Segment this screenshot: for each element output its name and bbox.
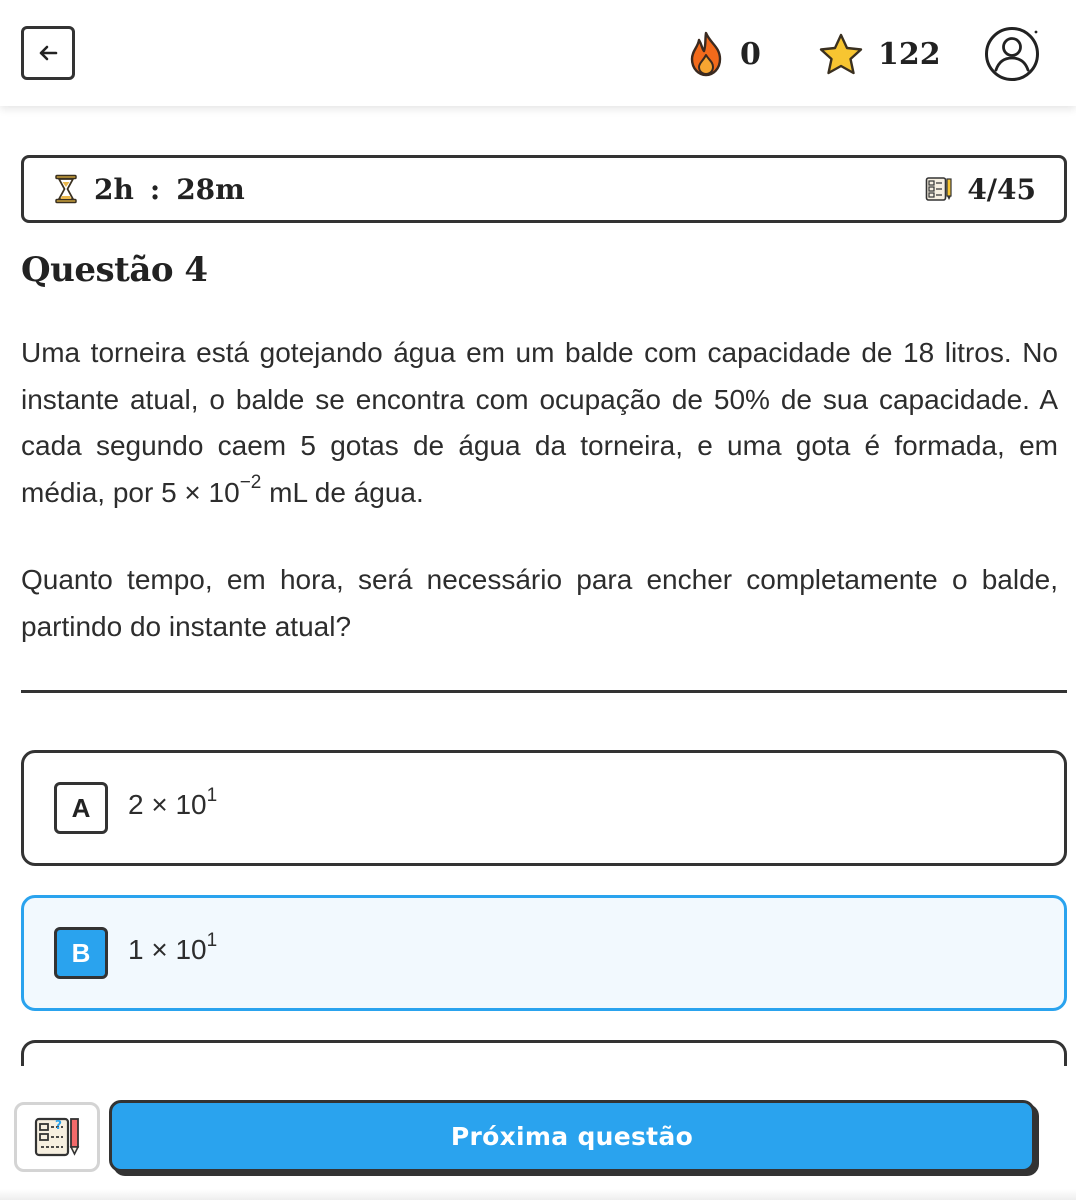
stars-counter [818,30,941,78]
timer [54,173,245,206]
user-avatar-icon [984,26,1040,82]
fire-icon [686,31,726,77]
option-letter: B [54,927,108,979]
star-icon [818,32,864,76]
question-title: Questão 4 [21,250,208,290]
arrow-left-icon [36,41,60,65]
top-bar [0,0,1076,106]
timer-separator: : [149,172,161,206]
question-progress[interactable] [925,173,1036,206]
streak-value: 0 [740,36,761,72]
next-question-button[interactable]: Próxima questão [109,1100,1035,1172]
answer-sheet-button[interactable] [14,1102,100,1172]
option-exponent: 1 [206,929,218,951]
answer-sheet-icon [925,176,953,202]
exam-status-bar [21,155,1067,223]
stars-value: 122 [878,36,941,72]
divider [21,690,1067,693]
option-text [128,929,218,966]
option-text [128,784,218,821]
question-text-exponent: −2 [239,472,262,494]
option-base: 2 × 10 [128,789,207,820]
answer-sheet-icon [33,1115,81,1159]
svg-text:?: ? [55,1118,62,1132]
hourglass-icon [54,174,78,204]
question-text-unit: mL de água. [261,476,424,508]
option-base: 1 × 10 [128,934,207,965]
option-exponent: 1 [206,784,218,806]
streak-counter [686,30,761,78]
question-text-main: Uma torneira está gotejando água em um balde com capacidade de 18 litros. No instante atual, o balde se encontra com ocupação de 50% de sua capacidade. A cada segundo caem 5 gotas de água da torneira, e uma gota é formada, em média, por 5 × 10 [21,337,1058,508]
question-statement [21,330,1058,516]
user-avatar-button[interactable] [984,26,1040,82]
timer-minutes: 28m [176,172,245,206]
progress-value: 4/45 [967,172,1036,206]
option-b[interactable] [21,895,1067,1011]
timer-hours: 2h [94,172,134,206]
question-prompt: Quanto tempo, em hora, será necessário para encher completamente o balde, partindo do instante atual? [21,564,1058,642]
option-letter: A [54,782,108,834]
option-a[interactable] [21,750,1067,866]
back-button[interactable] [21,26,75,80]
